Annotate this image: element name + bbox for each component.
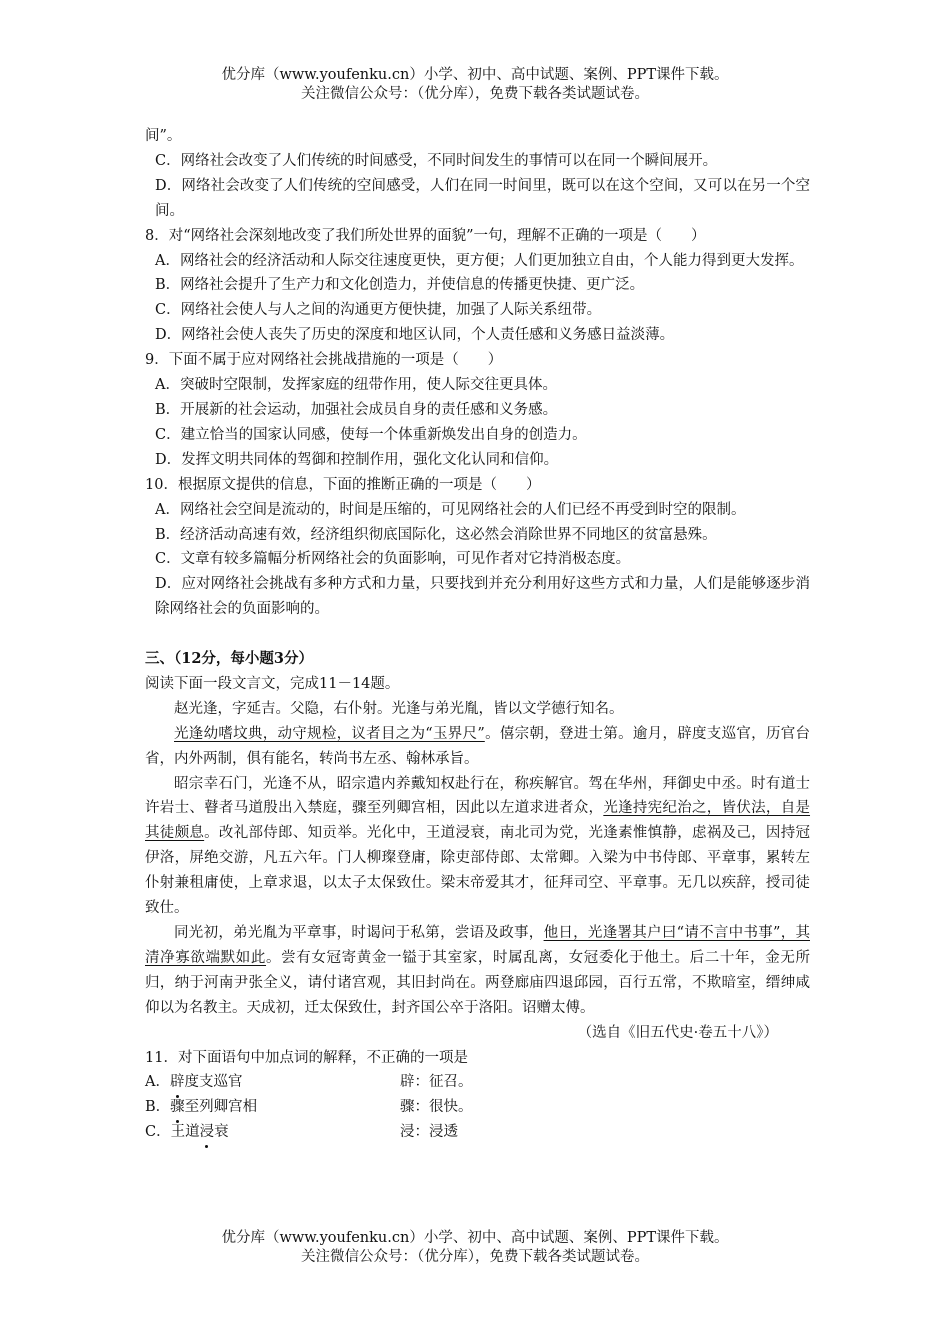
q7-option-d: D．网络社会改变了人们传统的空间感受，人们在同一时间里，既可以在这个空间，又可以在另一个空间。 <box>155 177 810 219</box>
q9-option-b: B．开展新的社会运动，加强社会成员自身的责任感和义务感。 <box>155 401 558 418</box>
passage-text: 。尝有女冠寄黄金一镒于其室家，时属乱离，女冠委化于他土。后二十年，金无所归，纳于河南尹张全义，请付诸宫观，其旧封尚在。两登廊庙四退邱园，百行五常，不欺暗室，缙绅咸仰以为名教主。天成初，迁太保致仕，封齐国公卒于洛阳。诏赠太傅。 <box>145 949 811 1016</box>
q9-option-c: C．建立恰当的国家认同感，使每一个体重新焕发出自身的创造力。 <box>155 426 587 443</box>
underlined-sentence-1: 光逢幼嗜坟典，动守规检，议者目之为“玉界尺” <box>174 725 485 742</box>
dotted-word: 骤 <box>170 1095 185 1120</box>
option-prefix: A． <box>145 1074 170 1091</box>
passage-paragraph-3 <box>145 772 810 921</box>
q11-option-text <box>145 1095 400 1120</box>
option-prefix: B． <box>145 1099 171 1116</box>
q8-option-a: A．网络社会的经济活动和人际交往速度更快，更方便；人们更加独立自由，个人能力得到更大发挥。 <box>155 252 804 269</box>
q11-option-gloss: 辟：征召。 <box>400 1074 473 1091</box>
q7-option-c: C．网络社会改变了人们传统的时间感受，不同时间发生的事情可以在同一个瞬间展开。 <box>155 152 718 169</box>
document-body <box>145 124 810 1145</box>
passage-paragraph-1: 赵光逢，字延吉。父隐，右仆射。光逢与弟光胤，皆以文学德行知名。 <box>174 700 624 717</box>
q10-option-c: C．文章有较多篇幅分析网络社会的负面影响，可见作者对它持消极态度。 <box>155 551 631 568</box>
dotted-word: 浸 <box>200 1120 215 1145</box>
option-rest: 度支巡官 <box>184 1074 243 1091</box>
q11-option-text <box>145 1070 400 1095</box>
passage-source: （选自《旧五代史·卷五十八》） <box>577 1024 778 1041</box>
q11-stem: 11．对下面语句中加点词的解释，不正确的一项是 <box>145 1049 468 1066</box>
q8-option-c: C．网络社会使人与人之间的沟通更方便快捷，加强了人际关系纽带。 <box>155 302 602 319</box>
q10-stem: 10．根据原文提供的信息，下面的推断正确的一项是（ ） <box>145 476 541 493</box>
q11-option-c <box>145 1120 810 1145</box>
passage-text: 昭宗幸石门，光逢不从，昭宗遣内养戴知权赴行在，称疾解官。驾在华州，拜御史中丞。时有道士许岩士、瞽者马道殷出入禁庭，骤至列卿宫相，因此以左道求进者众， <box>145 775 810 817</box>
q10-option-d: D．应对网络社会挑战有多种方式和力量，只要找到并充分利用好这些方式和力量，人们是能够逐步消除网络社会的负面影响的。 <box>155 576 810 618</box>
dotted-word: 辟 <box>170 1070 185 1095</box>
passage-text: 。僖宗朝，登进士第。逾月，辟度支巡官，历官台省，内外两制，俱有能名，转尚书左丞、翰林承旨。 <box>145 725 811 767</box>
option-rest: 衰 <box>214 1124 229 1141</box>
section-3-intro: 阅读下面一段文言文，完成11－14题。 <box>145 675 400 692</box>
q11-option-a <box>145 1070 810 1095</box>
spacer <box>145 622 810 647</box>
header-line-2: 关注微信公众号：（优分库），免费下载各类试题试卷。 <box>301 86 649 102</box>
q11-option-gloss: 骤：很快。 <box>400 1099 473 1116</box>
q11-option-gloss: 浸：浸透 <box>400 1124 458 1141</box>
footer-line-1: 优分库（www.youfenku.cn）小学、初中、高中试题、案例、PPT课件下载。 <box>221 1230 729 1246</box>
q9-stem: 9．下面不属于应对网络社会挑战措施的一项是（ ） <box>145 352 503 369</box>
q11-option-text <box>145 1120 400 1145</box>
underlined-sentence-3: 他日，光逢署其户曰“请不言中书事”，其清净寡欲端默如此 <box>145 924 810 966</box>
passage-text: 。改礼部侍郎、知贡举。光化中，王道浸衰，南北司为党，光逢素惟慎静，虑祸及己，因持冠伊洛，屏绝交游，凡五六年。门人柳璨登庸，除吏部侍郎、太常卿。入梁为中书侍郎、平章事，累转左仆射兼租庸使，上章求退，以太子太保致仕。梁末帝爱其才，征拜司空、平章事。无几以疾辞，授司徒致仕。 <box>145 825 811 917</box>
q8-stem: 8．对“网络社会深刻地改变了我们所处世界的面貌”一句，理解不正确的一项是（ ） <box>145 227 706 244</box>
q7-tail: 间”。 <box>145 128 182 144</box>
page-footer <box>0 1229 950 1267</box>
footer-line-2: 关注微信公众号：（优分库），免费下载各类试题试卷。 <box>301 1249 649 1265</box>
underlined-sentence-2: 光逢持宪纪治之，皆伏法，自是其徒颇息 <box>145 800 811 842</box>
section-3-title: 三、（12分，每小题3分） <box>145 650 314 668</box>
passage-text: 同光初，弟光胤为平章事，时谒问于私第，尝语及政事， <box>174 924 544 941</box>
passage-paragraph-2 <box>145 722 810 772</box>
q9-option-a: A．突破时空限制，发挥家庭的纽带作用，使人际交往更具体。 <box>155 377 557 394</box>
q8-option-b: B．网络社会提升了生产力和文化创造力，并使信息的传播更快捷、更广泛。 <box>155 277 645 294</box>
q8-option-d: D．网络社会使人丧失了历史的深度和地区认同，个人责任感和义务感日益淡薄。 <box>155 327 675 344</box>
option-rest: 至列卿宫相 <box>184 1099 258 1116</box>
q10-option-b: B．经济活动高速有效，经济组织彻底国际化，这必然会消除世界不同地区的贫富悬殊。 <box>155 526 717 543</box>
q10-option-a: A．网络社会空间是流动的，时间是压缩的，可见网络社会的人们已经不再受到时空的限制。 <box>155 501 746 518</box>
header-line-1: 优分库（www.youfenku.cn）小学、初中、高中试题、案例、PPT课件下载。 <box>221 67 729 83</box>
q9-option-d: D．发挥文明共同体的驾御和控制作用，强化文化认同和信仰。 <box>155 451 559 468</box>
q11-option-b <box>145 1095 810 1120</box>
option-prefix: C．王道 <box>145 1124 200 1141</box>
passage-paragraph-4 <box>145 921 810 1021</box>
page-header <box>0 66 950 104</box>
